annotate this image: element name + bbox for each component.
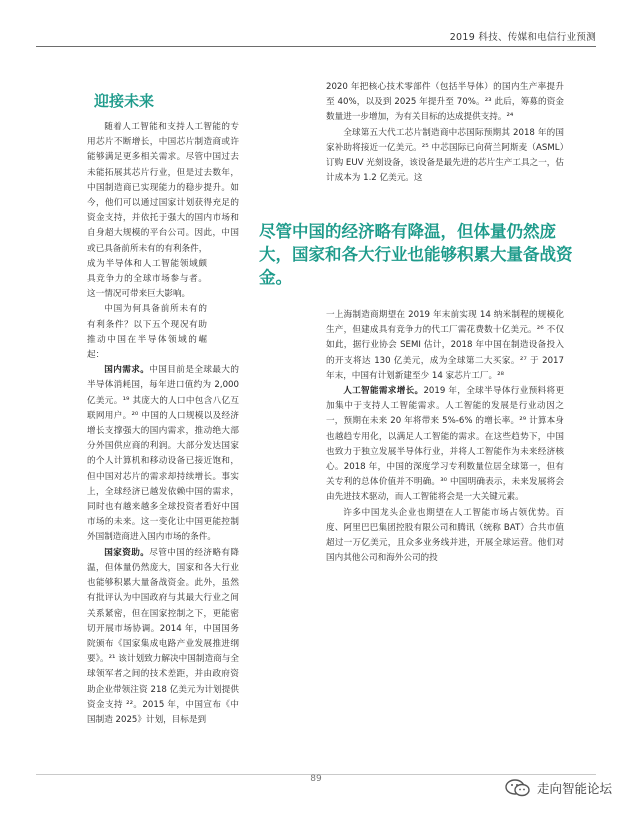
pull-quote: 尽管中国的经济略有降温，但体量仍然庞大，国家和各大行业也能够积累大量备战资金。 bbox=[255, 218, 583, 291]
funding-label: 国家资助。 bbox=[104, 547, 150, 558]
left-column bbox=[87, 120, 239, 728]
right-paragraph: 2020 年把核心技术零部件（包括半导体）的国内生产率提升至 40%，以及到 2025 年提升至 70%。²³ 此后，筹募的资金数量进一步增加，为有关目标的达成提供支持。²⁴ bbox=[326, 82, 564, 123]
section-title: 迎接未来 bbox=[94, 92, 155, 110]
funding-paragraph bbox=[87, 546, 239, 728]
watermark bbox=[505, 778, 612, 798]
wechat-icon bbox=[505, 778, 531, 798]
ai-demand-text: 2019 年，全球半导体行业预料将更加集中于支持人工智能需求。人工智能的发展是行业动因之一，预期在未来 20 年将带来 5%-6% 的增长率。²⁹ 计算本身也越趋专用化，以满足人工智能的需求。在这些趋势下，中国也致力于独立发展半导体行业，并将人工智能作为未来经济核心。2018 年，中国的深度学习专利数量位居全球第一，但有关专利的总体价值并不明确。³⁰ 中国明确表示，未来发展将会由先进技术驱动，而人工智能将会是一大关键元素。 bbox=[326, 386, 564, 503]
header-rule bbox=[36, 46, 596, 47]
demand-text: 中国目前是全球最大的半导体消耗国，每年进口值约为 2,000 亿美元。¹⁹ 其庞大的人口中包含八亿互联网用户。²⁰ 中国的人口规模以及经济增长支撑强大的国内需求，推动绝大部分外国供应商的利润。大部分发达国家的个人计算机和移动设备已接近饱和，但中国对芯片的需求却持续增长。事实上，全球经济已越发依赖中国的需求，同时也有越来越多全球投资者看好中国市场的未来。这一变化让中国更能控制外国制造商进入国内市场的条件。 bbox=[87, 365, 239, 543]
running-header: 2019 科技、传媒和电信行业预测 bbox=[449, 32, 596, 43]
left-paragraph: 成为半导体和人工智能领域颇具竞争力的全球市场参与者。这一情况可带来巨大影响。 bbox=[87, 258, 207, 300]
watermark-text: 走向智能论坛 bbox=[536, 781, 612, 796]
right-column-top bbox=[326, 80, 564, 186]
ai-demand-paragraph bbox=[326, 384, 564, 506]
right-paragraph: 全球第五大代工芯片制造商中芯国际预期其 2018 年的国家补助将接近一亿美元。²⁵ 中芯国际已向荷兰阿斯麦（ASML）订购 EUV 光刻设备，该设备是最先进的芯片生产工具之一，估计成本为 1.2 亿美元。这 bbox=[326, 127, 564, 184]
right-column-bottom bbox=[326, 308, 564, 566]
left-paragraph: 中国为何具备前所未有的有利条件？以下五个现况有助推动中国在半导体领域的崛起： bbox=[87, 304, 207, 361]
left-paragraph: 随着人工智能和支持人工智能的专用芯片不断增长，中国芯片制造商或许能够满足更多相关需求。尽管中国过去未能拓展其芯片行业，但是过去数年，中国制造商已实现能力的稳步提升。如今，他们可以通过国家计划获得充足的资金支持，并依托于强大的国内市场和自身超大规模的平台公司。因此，中国或已具备前所未有的有利条件， bbox=[87, 122, 239, 254]
companies-paragraph: 许多中国龙头企业也期望在人工智能市场占领优势。百度、阿里巴巴集团控股有限公司和腾讯（统称 BAT）合共市值超过一万亿美元，且众多业务线并进，开展全球运营。他们对国内其他公司和海外公司的投 bbox=[326, 507, 564, 564]
right-paragraph: 一上海制造商期望在 2019 年末前实现 14 纳米制程的规模化生产，但建成具有竞争力的代工厂需花费数十亿美元。²⁶ 不仅如此，据行业协会 SEMI 估计，2018 年中国在制造设备投入的开支将达 130 亿美元，成为全球第二大买家。²⁷ 于 2017 年末，中国有计划新建至少 14 家芯片工厂。²⁸ bbox=[326, 310, 564, 381]
page-number: 89 bbox=[310, 774, 322, 784]
demand-label: 国内需求。 bbox=[104, 365, 150, 376]
ai-demand-label: 人工智能需求增长。 bbox=[343, 386, 424, 397]
demand-paragraph bbox=[87, 363, 239, 545]
funding-text: 尽管中国的经济略有降温，但体量仍然庞大，国家和各大行业也能够积累大量备战资金。此外，虽然有批评认为中国政府与其最大行业之间关系紧密，但在国家控制之下，更能密切开展市场协调。2014 年，中国国务院颁布《国家集成电路产业发展推进纲要》。²¹ 该计划致力解决中国制造商与全球领军者之间的技术差距，并由政府资助企业带领注资 218 亿美元为计划提供资金支持 ²²。2015 年，中国宣布《中国制造 2025》计划，目标是到 bbox=[87, 547, 239, 725]
